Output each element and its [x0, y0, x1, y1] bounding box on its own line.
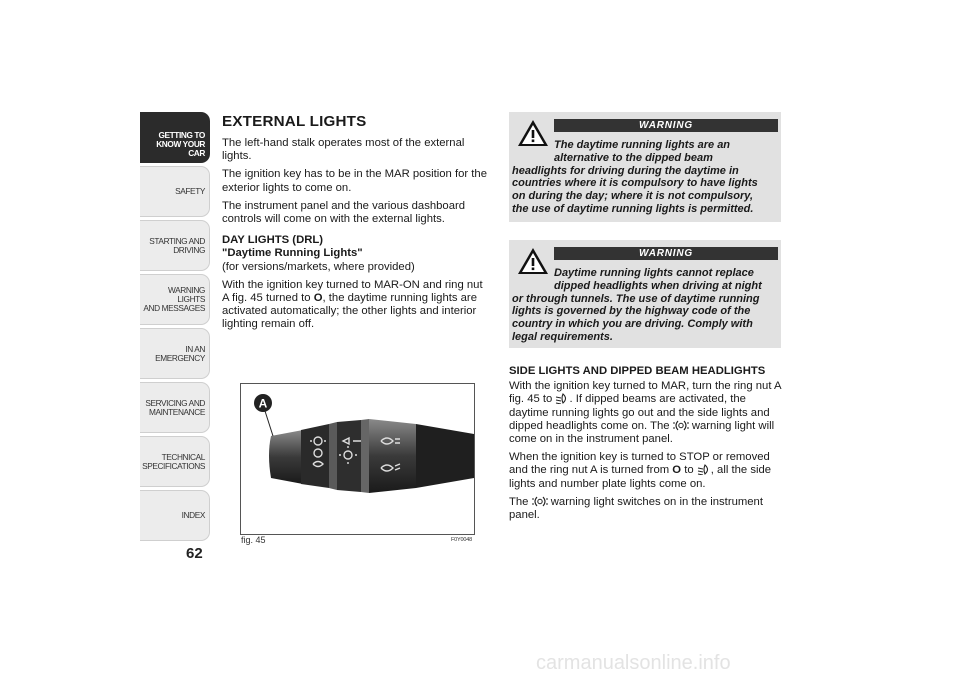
side-lights-icon	[673, 420, 689, 431]
warning-text-line: The daytime running lights are an alternative to the dipped beam	[554, 139, 731, 164]
side-lights-icon	[532, 496, 548, 507]
tab-index[interactable]	[140, 490, 210, 541]
tab-label: WARNING LIGHTS	[168, 285, 205, 304]
page-number: 62	[186, 545, 203, 562]
tab-label: SERVICING AND	[145, 397, 205, 408]
paragraph	[509, 451, 781, 491]
tab-label: GETTING TO	[158, 130, 205, 140]
right-column	[509, 365, 781, 527]
text: . If dipped beams are activated, the daytime running lights go out and the side lights and dipped headlights come on. The	[509, 393, 770, 432]
callout-a: A	[258, 396, 268, 411]
tab-starting-and-driving[interactable]	[140, 220, 210, 271]
tab-label: DRIVING	[173, 244, 205, 255]
paragraph	[509, 380, 781, 446]
tab-technical-specifications[interactable]	[140, 436, 210, 487]
tab-label: MAINTENANCE	[149, 406, 205, 417]
left-column	[222, 112, 490, 337]
tab-warning-lights[interactable]	[140, 274, 210, 325]
figure-code: F0Y0048	[451, 537, 472, 543]
figure-caption: fig. 45	[241, 535, 266, 545]
text: With the ignition key turned to MAR, turn the ring nut A fig. 45 to	[509, 380, 781, 406]
warning-box	[509, 240, 781, 348]
text: , the daytime running lights are activated automatically; the other lights and interior lighting remain off.	[222, 292, 477, 331]
drl-heading: DAY LIGHTS (DRL)	[222, 234, 324, 247]
text: to	[681, 464, 697, 477]
side-lights-heading: SIDE LIGHTS AND DIPPED BEAM HEADLIGHTS	[509, 365, 766, 377]
text: The	[509, 495, 532, 508]
position-o: O	[313, 292, 323, 305]
tab-label: KNOW YOUR CAR	[156, 139, 205, 158]
tab-getting-to-know-your-car[interactable]	[140, 112, 210, 163]
text: warning light will come on in the instrument panel.	[509, 419, 775, 446]
tab-in-an-emergency[interactable]	[140, 328, 210, 379]
paragraph	[509, 496, 781, 522]
drl-subheading: "Daytime Running Lights"	[222, 247, 363, 260]
tab-label: STARTING AND	[149, 235, 205, 246]
drl-note: (for versions/markets, where provided)	[222, 260, 415, 273]
position-o: O	[672, 464, 682, 477]
paragraph: The ignition key has to be in the MAR position for the exterior lights to come on.	[222, 168, 487, 194]
section-title: EXTERNAL LIGHTS	[222, 113, 367, 130]
paragraph: The instrument panel and the various dashboard controls will come on with the external lights.	[222, 199, 466, 226]
stalk-illustration	[241, 384, 474, 534]
text: , all the side lights and number plate lights come on.	[509, 464, 772, 490]
drl-paragraph	[222, 279, 490, 332]
warning-text-line: headlights for driving during the daytime in countries where it is compulsory to have lights on during the day; where it is not compulsory, the use of daytime running lights is permitted.	[512, 164, 758, 215]
warning-text-line: or through tunnels. The use of daytime running lights is governed by the highway code of the country in which you are driving. Comply with legal requirements.	[512, 292, 760, 343]
warning-label: WARNING	[554, 119, 778, 132]
paragraph: The left-hand stalk operates most of the external lights.	[222, 137, 465, 163]
tab-label: AND MESSAGES	[143, 303, 205, 313]
dipped-beam-icon	[697, 464, 711, 475]
tab-label: SAFETY	[175, 186, 205, 196]
figure-45	[240, 383, 475, 535]
text: When the ignition key is turned to STOP or removed and the ring nut A is turned from	[509, 451, 770, 477]
warning-text	[512, 139, 771, 216]
text: With the ignition key turned to MAR-ON and ring nut A fig. 45 turned to	[222, 278, 483, 305]
dipped-beam-icon	[555, 393, 569, 404]
tab-label: IN AN EMERGENCY	[155, 343, 205, 363]
text: warning light switches on in the instrument panel.	[509, 495, 763, 522]
chapter-sidebar	[140, 112, 210, 544]
warning-label: WARNING	[554, 247, 778, 260]
warning-text	[512, 267, 771, 344]
tab-safety[interactable]	[140, 166, 210, 217]
tab-label: SPECIFICATIONS	[142, 460, 205, 471]
tab-label: TECHNICAL	[161, 451, 205, 462]
warning-text-line: Daytime running lights cannot replace dipped headlights when driving at night	[554, 267, 762, 292]
warning-box	[509, 112, 781, 222]
watermark: carmanualsonline.info	[536, 652, 731, 674]
tab-servicing[interactable]	[140, 382, 210, 433]
tab-label: INDEX	[181, 510, 205, 520]
